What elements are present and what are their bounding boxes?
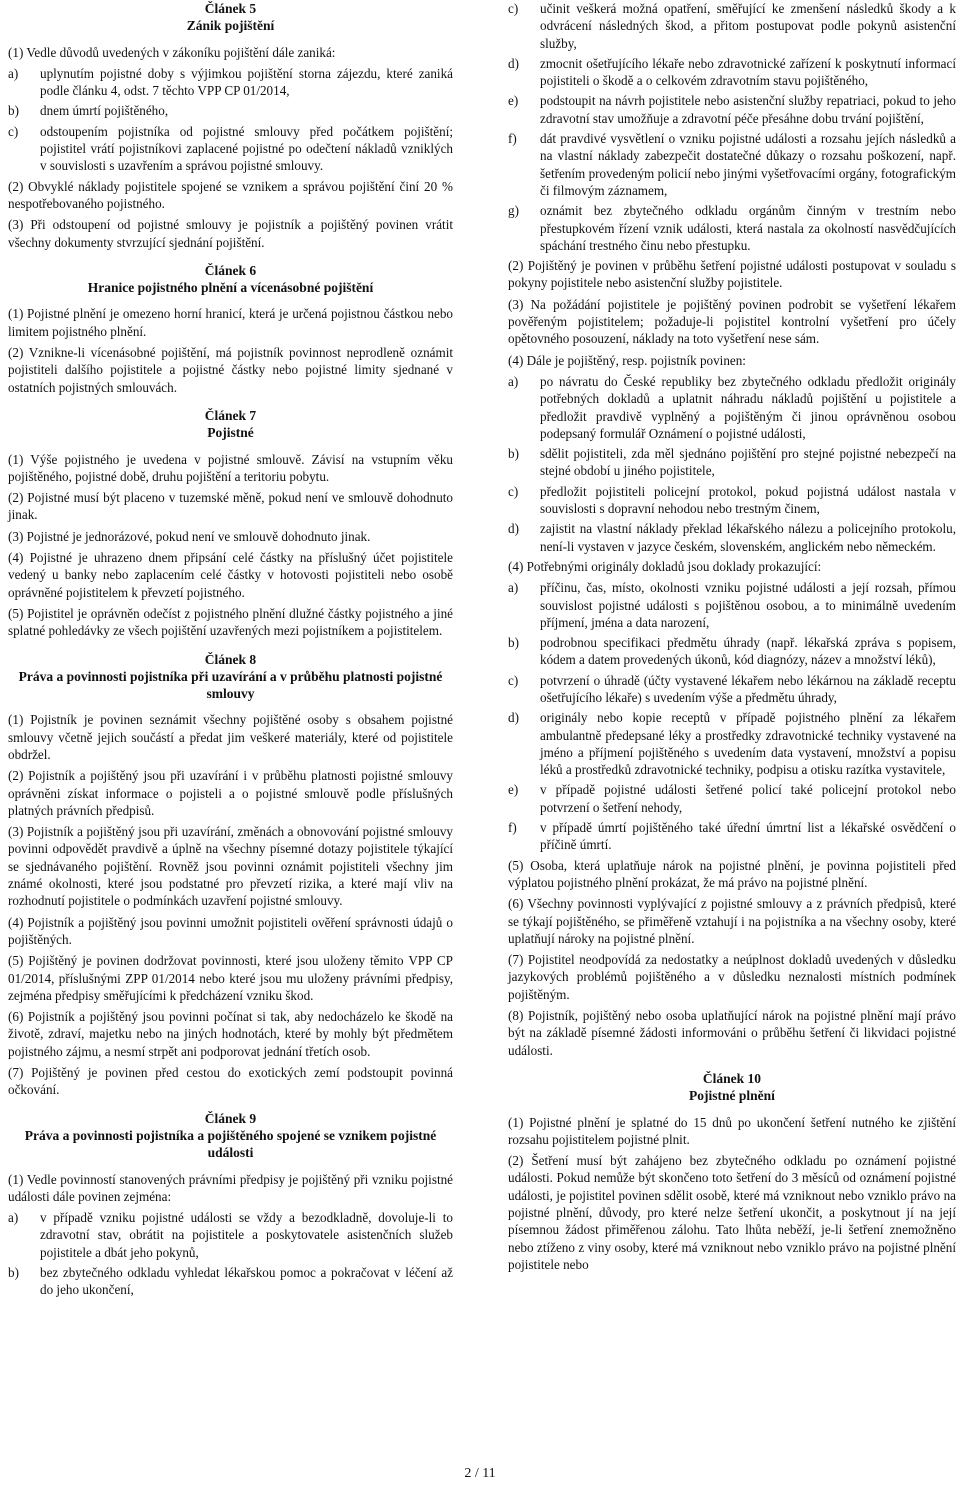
article-number: Článek 5	[204, 1, 257, 16]
article-heading	[8, 651, 453, 703]
list-item	[508, 373, 956, 442]
list-item-label: a)	[508, 580, 519, 596]
paragraph: (2) Obvyklé náklady pojistitele spojené se vznikem a správou pojištění činí 20 % nespotřebovaného pojistného.	[8, 178, 453, 211]
paragraph: (7) Pojistitel neodpovídá za nedostatky a neúplnost dokladů uvedených v důsledku jazykových problémů pojištěného a v důsledku neznalosti místních podmínek pojištěným.	[508, 952, 956, 1002]
list-item-label: c)	[508, 483, 519, 499]
list-item-text: potvrzení o úhradě (účty vystavené lékařem nebo lékárnou na základě receptu ošetřujícího lékaře) s uvedením výše a předmětu úhrady,	[540, 672, 956, 705]
article-number: Článek 6	[204, 262, 257, 278]
article-heading	[8, 407, 453, 442]
paragraph: (2) Pojistné musí být placeno v tuzemské měně, pokud není ve smlouvě dohodnuto jinak.	[8, 490, 453, 523]
article-title: Pojistné	[207, 425, 254, 441]
article-heading	[8, 1110, 453, 1162]
list-item-label: b)	[8, 1265, 19, 1280]
paragraph: (8) Pojistník, pojištěný nebo osoba uplatňující nárok na pojistné plnění mají právo být na základě písemné žádosti informováni o průběhu šetření či likvidaci pojistné události.	[508, 1008, 956, 1058]
list-item-text: podrobnou specifikaci předmětu úhrady (např. lékařská zpráva s popisem, kódem a datem provedených úkonů, kód diagnózy, název a množství léků),	[540, 635, 956, 668]
right-column	[508, 0, 956, 1277]
list-item-text: zmocnit ošetřujícího lékaře nebo zdravotnické zařízení k poskytnutí informací pojistiteli o škodě a o celkovém zdravotním stavu pojištěného,	[540, 55, 956, 89]
paragraph: (6) Všechny povinnosti vyplývající z pojistné smlouvy a z právních předpisů, které se týkají pojištěného, se přiměřeně vztahují i na pojistníka a na všechny osoby, které uplatňují nároky na pojistné plnění.	[508, 896, 956, 946]
list-item-text: zajistit na vlastní náklady překlad lékařského nálezu a policejního protokolu, není-li vystaven v jazyce českém, slovenském, anglickém nebo německém.	[540, 521, 956, 554]
list-item-text: předložit pojistiteli policejní protokol, pokud pojistná událost nastala v souvislosti s dopravní nehodou nebo trestným činem,	[540, 483, 956, 517]
list-item-label: d)	[508, 710, 519, 726]
article-number: Článek 9	[204, 1110, 257, 1126]
paragraph: (5) Osoba, která uplatňuje nárok na pojistné plnění, je povinna pojistiteli před výplatou pojistného plnění prokázat, že má právo na pojistné plnění.	[508, 857, 956, 890]
article-heading	[8, 0, 453, 35]
article-title: Práva a povinnosti pojistníka při uzavírání a v průběhu platnosti pojistné smlouvy	[18, 668, 443, 702]
paragraph: (1) Výše pojistného je uvedena v pojistné smlouvě. Závisí na vstupním věku pojištěného, pojistné době, druhu pojištění a teritoriu pobytu.	[8, 451, 453, 484]
paragraph: (5) Pojištěný je povinen dodržovat povinnosti, které jsou uloženy těmito VPP CP 01/2014, příslušnými ZPP 01/2014 nebo které jsou mu uloženy právními předpisy, zejména předpisy směřujícími k předcházení vzniku škod.	[8, 953, 453, 1003]
article-title: Pojistné plnění	[689, 1088, 775, 1104]
article-heading	[8, 262, 453, 297]
paragraph: (2) Šetření musí být zahájeno bez zbytečného odkladu po oznámení pojistné události. Pokud nemůže být skončeno toto šetření do 3 měsíců od oznámení pojistné události, je pojistitel povinen sdělit osobě, které má vzniknout nebo vzniklo právo na pojistné plnění, důvody, pro které nelze šetření ukončit, a poskytnout jí na její písemnou žádost přiměřenou zálohu. Tato lhůta neběží, je-li šetření znemožněno nebo ztíženo z viny osoby, které má vzniknout nebo vzniklo právo na pojistné plnění pojistitele nebo	[508, 1153, 956, 1272]
list-item-label: b)	[508, 446, 519, 462]
list-item-label: d)	[508, 55, 519, 71]
list-item-label: f)	[508, 820, 517, 836]
list-item	[8, 102, 453, 119]
article-number: Článek 8	[204, 651, 257, 667]
list-item-label: c)	[8, 123, 19, 139]
list-item	[8, 65, 453, 100]
paragraph: (1) Pojistník je povinen seznámit všechny pojištěné osoby s obsahem pojistné smlouvy včetně jejich součástí a předat jim veškeré materiály, které od pojistitele obdržel.	[8, 712, 453, 762]
list-item-label: b)	[508, 635, 519, 651]
paragraph: (3) Při odstoupení od pojistné smlouvy je pojistník a pojištěný povinen vrátit všechny dokumenty stvrzující sjednání pojištění.	[8, 217, 453, 250]
list-item-text: po návratu do České republiky bez zbytečného odkladu předložit originály potřebných dokladů a uplatnit náhradu nákladů pojištění u pojistitele a předložit pravdivě vyplněný a pojištěným či jinou oprávněnou osobou podepsaný formulář Oznámení o pojistné události,	[540, 373, 956, 441]
left-column	[8, 0, 453, 1302]
list-item	[8, 1264, 453, 1299]
paragraph: (2) Pojistník a pojištěný jsou při uzavírání i v průběhu platnosti pojistné smlouvy oprávněni získat informace o pojisteli a o pojistné smlouvě podle příslušných platných právních předpisů.	[8, 768, 453, 818]
list-item-text: originály nebo kopie receptů v případě pojistného plnění za lékařem ambulantně předepsané léky a prostředky zdravotnické techniky vystavené na jméno a příjmení pojištěného s uvedením data vystavení, množství a popisu léků a prostředků zdravotnické techniky, podpisu a otisku razítka vystavitele,	[540, 710, 956, 778]
paragraph: (4) Pojistník a pojištěný jsou povinni umožnit pojistiteli ověření správnosti údajů o pojištěných.	[8, 914, 453, 947]
paragraph: (1) Vedle povinností stanovených právními předpisy je pojištěný při vzniku pojistné události dále povinen zejména:	[8, 1171, 453, 1204]
paragraph: (6) Pojistník a pojištěný jsou povinni počínat si tak, aby nedocházelo ke škodě na životě, zdraví, majetku nebo na jiných hodnotách, které by mohly být předmětem pojistného zájmu, a nesmí strpět ani podporovat jednání třetích osob.	[8, 1009, 453, 1059]
list-item-text: učinit veškerá možná opatření, směřující ke zmenšení následků škody a k odvrácení následných škod, a přitom postupovat podle pokynů asistenční služby,	[540, 1, 956, 51]
list-item	[508, 781, 956, 816]
article-title: Hranice pojistného plnění a vícenásobné pojištění	[87, 280, 374, 296]
list-item-label: c)	[508, 1, 519, 16]
list-item-text: oznámit bez zbytečného odkladu orgánům činným v trestním nebo přestupkovém řízení vznik události, která nastala za okolností nasvědčujících spáchání trestného činu nebo přestupku.	[540, 203, 956, 253]
list-item	[8, 1209, 453, 1261]
list-item	[508, 709, 956, 778]
paragraph: (1) Pojistné plnění je omezeno horní hranicí, která je určená pojistnou částkou nebo limitem pojistného plnění.	[8, 306, 453, 339]
paragraph: (3) Pojistné je jednorázové, pokud není ve smlouvě dohodnuto jinak.	[8, 528, 371, 544]
list-item	[508, 819, 956, 854]
list-item	[508, 483, 956, 518]
paragraph: (2) Pojištěný je povinen v průběhu šetření pojistné události postupovat v souladu s pokyny pojistitele nebo asistenční služby pojistitele.	[508, 258, 956, 291]
list-item-label: e)	[508, 782, 519, 798]
paragraph: (7) Pojištěný je povinen před cestou do exotických zemí podstoupit povinná očkování.	[8, 1065, 453, 1098]
list-item	[508, 0, 956, 52]
list-item-label: c)	[508, 672, 519, 688]
list-item	[508, 202, 956, 254]
list-item-text: podstoupit na návrh pojistitele nebo asistenční služby repatriaci, pokud to jeho zdravotní stav umožňuje a zdravotní péče přesáhne dobu trvání pojištění,	[540, 93, 956, 126]
paragraph: (1) Vedle důvodů uvedených v zákoníku pojištění dále zaniká:	[8, 44, 336, 60]
list-item-text: v případě úmrtí pojištěného také úřední úmrtní list a lékařské osvědčení o příčině úmrtí.	[540, 820, 956, 853]
list-item-text: příčinu, čas, místo, okolnosti vzniku pojistné události a její rozsah, přímou souvislost pojistné události s pojištěnou osobou, a to minimálně uvedením příjmení, jména a data narození,	[540, 580, 956, 630]
list-item	[508, 520, 956, 555]
list-item-text: dát pravdivé vysvětlení o vzniku pojistné události a rozsahu jejích následků a na vlastní náklady zabezpečit dostatečné důkazy o rozsahu poškození, např. šetřením provedeným policií nebo jinými vyšetřovacími orgány, fotografickým či filmovým záznamem,	[540, 131, 956, 198]
paragraph: (4) Potřebnými originály dokladů jsou doklady prokazující:	[508, 558, 822, 574]
list-item-text: sdělit pojistiteli, zda měl sjednáno pojištění pro stejné pojistné nebezpečí na stejné období u jiného pojistitele,	[540, 446, 956, 479]
article-number: Článek 7	[204, 407, 257, 423]
list-item	[508, 92, 956, 127]
list-item-label: g)	[508, 203, 519, 219]
list-item-label: a)	[508, 373, 519, 389]
list-item-text: v případě vzniku pojistné události se vždy a bezodkladně, dovoluje-li to zdravotní stav, obrátit na pojistitele a poskytovatele asistenčních služeb pojistitele a dbát jeho pokynů,	[40, 1210, 453, 1260]
list-item	[508, 634, 956, 669]
list-item-text: odstoupením pojistníka od pojistné smlouvy před počátkem pojištění; pojistitel vrátí pojistníkovi zaplacené pojistné po odečtení nákladů vzniklých v souvislosti s uzavřením a správou pojistné smlouvy.	[40, 123, 453, 174]
paragraph: (3) Pojistník a pojištěný jsou při uzavírání, změnách a obnovování pojistné smlouvy povinni odpovědět pravdivě a úplně na všechny písemné dotazy pojistitele týkající se sjednávaného pojištění. Rovněž jsou povinni oznámit pojistiteli všechny jim známé okolnosti, které jsou podstatné pro převzetí rizika, a které mají vliv na rozhodnutí pojistitele o podmínkách uzavření pojistné smlouvy.	[8, 824, 453, 909]
list-item-text: bez zbytečného odkladu vyhledat lékařskou pomoc a pokračovat v léčení až do jeho ukončení,	[40, 1265, 453, 1298]
list-item-label: a)	[8, 1210, 19, 1226]
paragraph: (2) Vznikne-li vícenásobné pojištění, má pojistník povinnost neprodleně oznámit pojistiteli dalšího pojistitele a pojistné částky nebo pojistné limity sjednané v ostatních pojistných smlouvách.	[8, 345, 453, 395]
article-heading	[508, 1070, 956, 1105]
article-title: Práva a povinnosti pojistníka a pojištěného spojené se vznikem pojistné události	[24, 1127, 437, 1161]
page-number: 2 / 11	[464, 1466, 496, 1481]
paragraph: (3) Na požádání pojistitele je pojištěný povinen podrobit se vyšetření lékařem pověřeným pojistitelem; požaduje-li pojistitel kontrolní vyšetření pro účely opětovného posouzení, náklady na toto vyšetření nese sám.	[508, 296, 956, 347]
list-item-label: b)	[8, 103, 19, 119]
list-item-label: a)	[8, 65, 19, 81]
list-item-label: d)	[508, 521, 519, 537]
article-title: Zánik pojištění	[186, 18, 275, 34]
list-item	[508, 579, 956, 631]
list-item	[508, 445, 956, 480]
list-item-text: uplynutím pojistné doby s výjimkou pojištění storna zájezdu, které zaniká podle článku 4, odst. 7 těchto VPP CP 01/2014,	[40, 65, 453, 99]
list-item-text: v případě pojistné události šetřené policí také policejní protokol nebo potvrzení o šetření nehody,	[540, 782, 956, 815]
list-item	[508, 130, 956, 199]
paragraph: (4) Dále je pojištěný, resp. pojistník povinen:	[508, 352, 746, 368]
list-item-text: dnem úmrtí pojištěného,	[40, 103, 169, 119]
list-item	[8, 123, 453, 175]
paragraph: (4) Pojistné je uhrazeno dnem připsání celé částky na příslušný účet pojistitele vedený u banky nebo zaplacením celé částky v hotovosti pojistiteli nebo osobě oprávněné pojistitelem k převzetí pojistného.	[8, 550, 453, 600]
paragraph: (1) Pojistné plnění je splatné do 15 dnů po ukončení šetření nutného ke zjištění rozsahu pojistitelem pojistné plnit.	[508, 1114, 956, 1147]
paragraph: (5) Pojistitel je oprávněn odečíst z pojistného plnění dlužné částky pojistného a jiné splatné pohledávky ze všech pojištění uzavřených mezi pojistníkem a pojistitelem.	[8, 605, 453, 639]
list-item	[508, 672, 956, 707]
article-number: Článek 10	[702, 1070, 762, 1086]
list-item-label: e)	[508, 93, 519, 109]
list-item-label: f)	[508, 131, 517, 147]
list-item	[508, 55, 956, 90]
